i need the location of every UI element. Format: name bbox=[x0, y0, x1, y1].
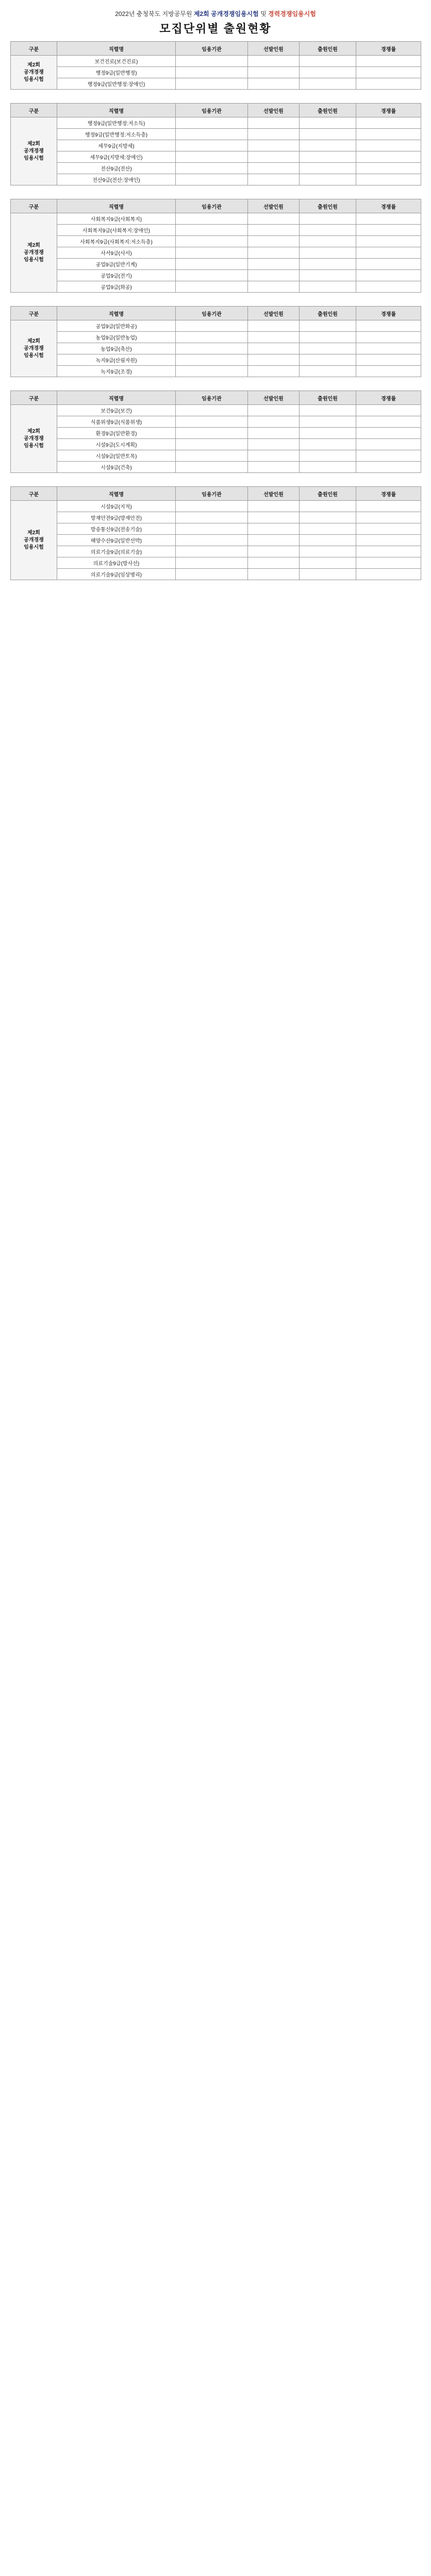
quota-cell bbox=[248, 213, 300, 225]
column-header: 구분 bbox=[11, 42, 57, 56]
job-series-name: 사회복지9급(사회복지:저소득층) bbox=[57, 236, 176, 247]
agency-cell bbox=[176, 151, 248, 163]
table-row bbox=[11, 354, 421, 366]
column-header: 경쟁률 bbox=[356, 391, 421, 405]
ratio-cell bbox=[356, 546, 421, 557]
table-row bbox=[11, 320, 421, 332]
agency-cell bbox=[176, 174, 248, 185]
agency-cell bbox=[176, 213, 248, 225]
exam-category: 제2회 공개경쟁 임용시험 bbox=[11, 501, 57, 580]
applicants-cell bbox=[300, 213, 356, 225]
table-row bbox=[11, 281, 421, 293]
quota-cell bbox=[248, 343, 300, 354]
table-row bbox=[11, 462, 421, 473]
ratio-cell bbox=[356, 501, 421, 512]
agency-cell bbox=[176, 270, 248, 281]
column-header: 경쟁률 bbox=[356, 487, 421, 501]
agency-cell bbox=[176, 163, 248, 174]
applicants-cell bbox=[300, 557, 356, 569]
table-row bbox=[11, 343, 421, 354]
column-header: 직렬명 bbox=[57, 104, 176, 117]
ratio-cell bbox=[356, 512, 421, 523]
applicants-cell bbox=[300, 439, 356, 450]
table-row bbox=[11, 270, 421, 281]
quota-cell bbox=[248, 129, 300, 140]
ratio-cell bbox=[356, 366, 421, 377]
table-row bbox=[11, 501, 421, 512]
column-header: 출원인원 bbox=[300, 104, 356, 117]
applicants-cell bbox=[300, 270, 356, 281]
column-header: 임용기관 bbox=[176, 487, 248, 501]
agency-cell bbox=[176, 501, 248, 512]
agency-cell bbox=[176, 354, 248, 366]
job-series-name: 사회복지9급(사회복지) bbox=[57, 213, 176, 225]
quota-cell bbox=[248, 78, 300, 90]
quota-cell bbox=[248, 366, 300, 377]
applicants-cell bbox=[300, 320, 356, 332]
document-header bbox=[10, 0, 421, 36]
table-row bbox=[11, 366, 421, 377]
ratio-cell bbox=[356, 78, 421, 90]
agency-cell bbox=[176, 140, 248, 151]
table-row bbox=[11, 151, 421, 163]
column-header: 경쟁률 bbox=[356, 104, 421, 117]
exam-subtitle-prefix: 2022년 충청북도 지방공무원 bbox=[115, 10, 192, 18]
table-row bbox=[11, 163, 421, 174]
job-series-name: 시설9급(건축) bbox=[57, 462, 176, 473]
ratio-cell bbox=[356, 140, 421, 151]
agency-cell bbox=[176, 546, 248, 557]
job-series-name: 시설9급(지적) bbox=[57, 501, 176, 512]
table-row bbox=[11, 56, 421, 67]
agency-cell bbox=[176, 343, 248, 354]
job-series-name: 사서9급(사서) bbox=[57, 247, 176, 259]
ratio-cell bbox=[356, 67, 421, 78]
applicants-cell bbox=[300, 354, 356, 366]
applicants-cell bbox=[300, 450, 356, 462]
job-series-name: 세무9급(지방세:장애인) bbox=[57, 151, 176, 163]
applicants-cell bbox=[300, 523, 356, 535]
exam-category: 제2회 공개경쟁 임용시험 bbox=[11, 56, 57, 90]
applicant-table bbox=[10, 41, 421, 90]
agency-cell bbox=[176, 523, 248, 535]
column-header: 선발인원 bbox=[248, 307, 300, 320]
table-row bbox=[11, 416, 421, 428]
agency-cell bbox=[176, 405, 248, 416]
ratio-cell bbox=[356, 225, 421, 236]
applicants-cell bbox=[300, 366, 356, 377]
column-header: 선발인원 bbox=[248, 199, 300, 213]
applicants-cell bbox=[300, 151, 356, 163]
agency-cell bbox=[176, 236, 248, 247]
column-header: 출원인원 bbox=[300, 42, 356, 56]
column-header: 출원인원 bbox=[300, 487, 356, 501]
job-series-name: 세무9급(지방세) bbox=[57, 140, 176, 151]
column-header: 출원인원 bbox=[300, 391, 356, 405]
quota-cell bbox=[248, 67, 300, 78]
ratio-cell bbox=[356, 462, 421, 473]
column-header: 구분 bbox=[11, 199, 57, 213]
agency-cell bbox=[176, 512, 248, 523]
ratio-cell bbox=[356, 151, 421, 163]
table-row bbox=[11, 557, 421, 569]
quota-cell bbox=[248, 236, 300, 247]
column-header: 선발인원 bbox=[248, 391, 300, 405]
job-series-name: 보건9급(보건) bbox=[57, 405, 176, 416]
quota-cell bbox=[248, 569, 300, 580]
agency-cell bbox=[176, 129, 248, 140]
table-header-row bbox=[11, 199, 421, 213]
column-header: 직렬명 bbox=[57, 199, 176, 213]
column-header: 구분 bbox=[11, 487, 57, 501]
applicants-cell bbox=[300, 247, 356, 259]
agency-cell bbox=[176, 450, 248, 462]
exam-category: 제2회 공개경쟁 임용시험 bbox=[11, 320, 57, 377]
column-header: 직렬명 bbox=[57, 42, 176, 56]
agency-cell bbox=[176, 56, 248, 67]
ratio-cell bbox=[356, 56, 421, 67]
column-header: 임용기관 bbox=[176, 307, 248, 320]
column-header: 구분 bbox=[11, 307, 57, 320]
job-series-name: 사회복지9급(사회복지:장애인) bbox=[57, 225, 176, 236]
quota-cell bbox=[248, 501, 300, 512]
column-header: 구분 bbox=[11, 104, 57, 117]
agency-cell bbox=[176, 259, 248, 270]
quota-cell bbox=[248, 523, 300, 535]
section-list bbox=[10, 41, 421, 580]
column-header: 직렬명 bbox=[57, 307, 176, 320]
job-series-name: 농업9급(일반농업) bbox=[57, 332, 176, 343]
applicants-cell bbox=[300, 501, 356, 512]
page-title: 모집단위별 출원현황 bbox=[159, 22, 272, 35]
quota-cell bbox=[248, 259, 300, 270]
applicants-cell bbox=[300, 535, 356, 546]
ratio-cell bbox=[356, 428, 421, 439]
applicants-cell bbox=[300, 281, 356, 293]
job-series-name: 식품위생9급(식품위생) bbox=[57, 416, 176, 428]
quota-cell bbox=[248, 535, 300, 546]
quota-cell bbox=[248, 416, 300, 428]
quota-cell bbox=[248, 439, 300, 450]
agency-cell bbox=[176, 462, 248, 473]
table-row bbox=[11, 67, 421, 78]
applicants-cell bbox=[300, 174, 356, 185]
exam-category: 제2회 공개경쟁 임용시험 bbox=[11, 117, 57, 185]
ratio-cell bbox=[356, 236, 421, 247]
ratio-cell bbox=[356, 247, 421, 259]
applicants-cell bbox=[300, 416, 356, 428]
ratio-cell bbox=[356, 213, 421, 225]
applicants-cell bbox=[300, 259, 356, 270]
table-row bbox=[11, 78, 421, 90]
applicants-cell bbox=[300, 236, 356, 247]
ratio-cell bbox=[356, 557, 421, 569]
table-row bbox=[11, 247, 421, 259]
job-series-name: 방송통신9급(전송기술) bbox=[57, 523, 176, 535]
table-row bbox=[11, 236, 421, 247]
applicants-cell bbox=[300, 462, 356, 473]
table-row bbox=[11, 259, 421, 270]
column-header: 임용기관 bbox=[176, 391, 248, 405]
ratio-cell bbox=[356, 332, 421, 343]
table-header-row bbox=[11, 42, 421, 56]
applicants-cell bbox=[300, 343, 356, 354]
agency-cell bbox=[176, 67, 248, 78]
column-header: 선발인원 bbox=[248, 487, 300, 501]
applicants-cell bbox=[300, 78, 356, 90]
column-header: 직렬명 bbox=[57, 487, 176, 501]
ratio-cell bbox=[356, 343, 421, 354]
quota-cell bbox=[248, 163, 300, 174]
ratio-cell bbox=[356, 320, 421, 332]
column-header: 경쟁률 bbox=[356, 307, 421, 320]
exam-category: 제2회 공개경쟁 임용시험 bbox=[11, 405, 57, 473]
applicant-table bbox=[10, 199, 421, 293]
ratio-cell bbox=[356, 569, 421, 580]
applicants-cell bbox=[300, 117, 356, 129]
applicant-table bbox=[10, 103, 421, 185]
ratio-cell bbox=[356, 405, 421, 416]
quota-cell bbox=[248, 151, 300, 163]
agency-cell bbox=[176, 557, 248, 569]
job-series-name: 의료기술9급(임상병리) bbox=[57, 569, 176, 580]
agency-cell bbox=[176, 569, 248, 580]
table-row bbox=[11, 129, 421, 140]
applicants-cell bbox=[300, 67, 356, 78]
table-header-row bbox=[11, 104, 421, 117]
job-series-name: 시설9급(도시계획) bbox=[57, 439, 176, 450]
job-series-name: 공업9급(화공) bbox=[57, 281, 176, 293]
column-header: 직렬명 bbox=[57, 391, 176, 405]
job-series-name: 행정9급(일반행정) bbox=[57, 67, 176, 78]
quota-cell bbox=[248, 354, 300, 366]
agency-cell bbox=[176, 320, 248, 332]
job-series-name: 행정9급(일반행정:장애인) bbox=[57, 78, 176, 90]
column-header: 경쟁률 bbox=[356, 199, 421, 213]
quota-cell bbox=[248, 462, 300, 473]
table-row bbox=[11, 546, 421, 557]
ratio-cell bbox=[356, 281, 421, 293]
table-row bbox=[11, 450, 421, 462]
quota-cell bbox=[248, 56, 300, 67]
job-series-name: 시설9급(일반토목) bbox=[57, 450, 176, 462]
job-series-name: 의료기술9급(방사선) bbox=[57, 557, 176, 569]
agency-cell bbox=[176, 225, 248, 236]
applicants-cell bbox=[300, 569, 356, 580]
quota-cell bbox=[248, 270, 300, 281]
applicants-cell bbox=[300, 332, 356, 343]
quota-cell bbox=[248, 225, 300, 236]
agency-cell bbox=[176, 117, 248, 129]
agency-cell bbox=[176, 535, 248, 546]
quota-cell bbox=[248, 428, 300, 439]
job-series-name: 공업9급(일반기계) bbox=[57, 259, 176, 270]
ratio-cell bbox=[356, 523, 421, 535]
exam-subtitle-highlight: 제2회 공개경쟁임용시험 bbox=[193, 10, 259, 18]
agency-cell bbox=[176, 78, 248, 90]
ratio-cell bbox=[356, 270, 421, 281]
job-series-name: 공업9급(일반화공) bbox=[57, 320, 176, 332]
job-series-name: 전산9급(전산) bbox=[57, 163, 176, 174]
column-header: 선발인원 bbox=[248, 104, 300, 117]
table-row bbox=[11, 428, 421, 439]
table-row bbox=[11, 140, 421, 151]
ratio-cell bbox=[356, 129, 421, 140]
ratio-cell bbox=[356, 416, 421, 428]
job-series-name: 방재안전9급(방재안전) bbox=[57, 512, 176, 523]
applicant-table bbox=[10, 306, 421, 377]
agency-cell bbox=[176, 439, 248, 450]
column-header: 출원인원 bbox=[300, 199, 356, 213]
ratio-cell bbox=[356, 259, 421, 270]
agency-cell bbox=[176, 428, 248, 439]
quota-cell bbox=[248, 140, 300, 151]
table-row bbox=[11, 174, 421, 185]
quota-cell bbox=[248, 281, 300, 293]
applicants-cell bbox=[300, 225, 356, 236]
exam-subtitle-suffix: 및 bbox=[260, 10, 267, 18]
applicants-cell bbox=[300, 546, 356, 557]
job-series-name: 보건진료(보건진료) bbox=[57, 56, 176, 67]
agency-cell bbox=[176, 332, 248, 343]
quota-cell bbox=[248, 405, 300, 416]
table-row bbox=[11, 569, 421, 580]
table-header-row bbox=[11, 487, 421, 501]
column-header: 임용기관 bbox=[176, 199, 248, 213]
job-series-name: 녹지9급(조경) bbox=[57, 366, 176, 377]
job-series-name: 녹지9급(산림자원) bbox=[57, 354, 176, 366]
table-row bbox=[11, 225, 421, 236]
ratio-cell bbox=[356, 163, 421, 174]
exam-category: 제2회 공개경쟁 임용시험 bbox=[11, 213, 57, 293]
applicants-cell bbox=[300, 512, 356, 523]
quota-cell bbox=[248, 512, 300, 523]
ratio-cell bbox=[356, 535, 421, 546]
agency-cell bbox=[176, 416, 248, 428]
job-series-name: 의료기술9급(의료기술) bbox=[57, 546, 176, 557]
ratio-cell bbox=[356, 439, 421, 450]
column-header: 선발인원 bbox=[248, 42, 300, 56]
table-row bbox=[11, 117, 421, 129]
column-header: 임용기관 bbox=[176, 42, 248, 56]
ratio-cell bbox=[356, 354, 421, 366]
quota-cell bbox=[248, 247, 300, 259]
quota-cell bbox=[248, 546, 300, 557]
column-header: 임용기관 bbox=[176, 104, 248, 117]
job-series-name: 환경9급(일반환경) bbox=[57, 428, 176, 439]
table-row bbox=[11, 439, 421, 450]
quota-cell bbox=[248, 557, 300, 569]
column-header: 경쟁률 bbox=[356, 42, 421, 56]
table-row bbox=[11, 213, 421, 225]
applicants-cell bbox=[300, 428, 356, 439]
quota-cell bbox=[248, 450, 300, 462]
applicant-table bbox=[10, 486, 421, 580]
applicant-table bbox=[10, 391, 421, 473]
ratio-cell bbox=[356, 174, 421, 185]
ratio-cell bbox=[356, 117, 421, 129]
applicants-cell bbox=[300, 405, 356, 416]
quota-cell bbox=[248, 174, 300, 185]
ratio-cell bbox=[356, 450, 421, 462]
applicants-cell bbox=[300, 140, 356, 151]
job-series-name: 행정9급(일반행정:저소득) bbox=[57, 117, 176, 129]
agency-cell bbox=[176, 366, 248, 377]
job-series-name: 농업9급(축산) bbox=[57, 343, 176, 354]
column-header: 출원인원 bbox=[300, 307, 356, 320]
table-row bbox=[11, 523, 421, 535]
column-header: 구분 bbox=[11, 391, 57, 405]
table-row bbox=[11, 512, 421, 523]
applicants-cell bbox=[300, 163, 356, 174]
agency-cell bbox=[176, 247, 248, 259]
exam-subtitle-highlight-2: 경력경쟁임용시험 bbox=[268, 10, 316, 18]
quota-cell bbox=[248, 320, 300, 332]
table-row bbox=[11, 535, 421, 546]
agency-cell bbox=[176, 281, 248, 293]
job-series-name: 해양수산9급(일반선박) bbox=[57, 535, 176, 546]
table-header-row bbox=[11, 307, 421, 320]
applicants-cell bbox=[300, 56, 356, 67]
applicants-cell bbox=[300, 129, 356, 140]
job-series-name: 전산9급(전산:장애인) bbox=[57, 174, 176, 185]
job-series-name: 행정9급(일반행정:저소득층) bbox=[57, 129, 176, 140]
table-row bbox=[11, 405, 421, 416]
job-series-name: 공업9급(전기) bbox=[57, 270, 176, 281]
quota-cell bbox=[248, 117, 300, 129]
exam-subtitle bbox=[10, 9, 421, 18]
table-row bbox=[11, 332, 421, 343]
table-header-row bbox=[11, 391, 421, 405]
quota-cell bbox=[248, 332, 300, 343]
